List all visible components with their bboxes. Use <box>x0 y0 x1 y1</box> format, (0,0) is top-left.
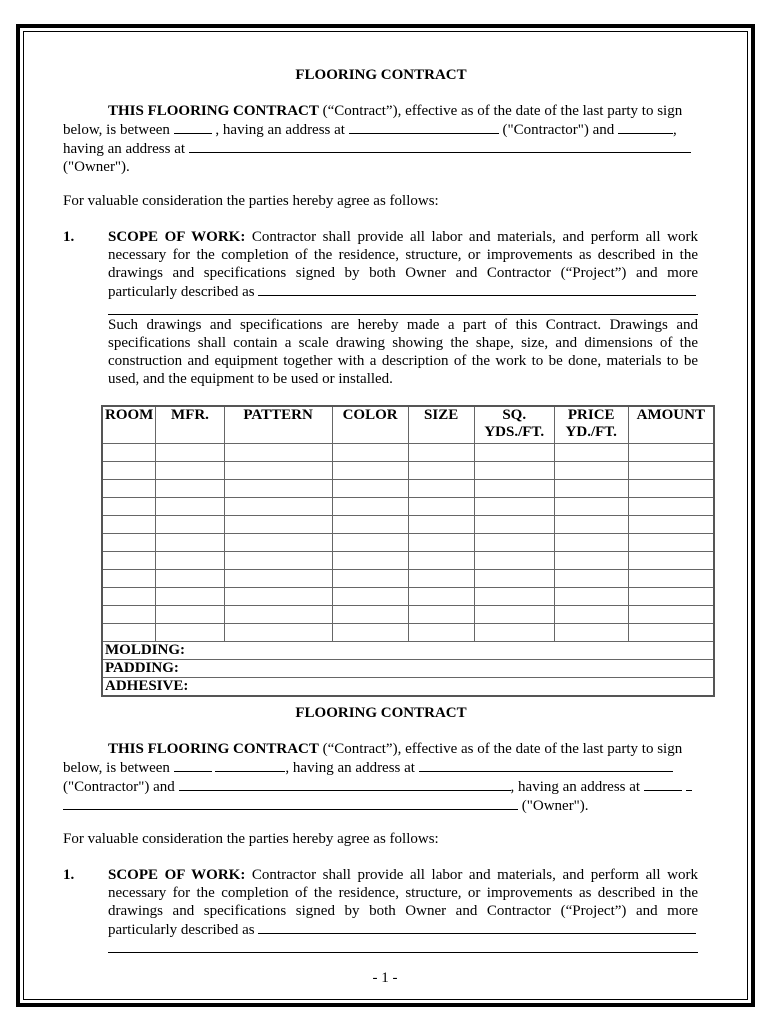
table-row <box>102 462 714 480</box>
column-header: PRICE YD./FT. <box>554 406 628 444</box>
table-row <box>102 516 714 534</box>
table-row <box>102 552 714 570</box>
table-cell[interactable] <box>102 444 156 462</box>
table-cell[interactable] <box>408 516 474 534</box>
column-header: PATTERN <box>224 406 332 444</box>
table-cell[interactable] <box>156 480 224 498</box>
table-cell[interactable] <box>628 444 714 462</box>
column-header: MFR. <box>156 406 224 444</box>
material-row <box>102 642 714 660</box>
table-cell[interactable] <box>474 480 554 498</box>
table-cell[interactable] <box>332 516 408 534</box>
table-cell[interactable] <box>156 552 224 570</box>
table-cell[interactable] <box>474 624 554 642</box>
table-cell[interactable] <box>102 588 156 606</box>
table-cell[interactable] <box>224 498 332 516</box>
material-label: PADDING: <box>102 660 714 678</box>
table-cell[interactable] <box>554 480 628 498</box>
table-cell[interactable] <box>156 606 224 624</box>
table-cell[interactable] <box>554 444 628 462</box>
table-row <box>102 444 714 462</box>
table-cell[interactable] <box>408 588 474 606</box>
table-cell[interactable] <box>554 588 628 606</box>
table-cell[interactable] <box>474 606 554 624</box>
material-row <box>102 660 714 678</box>
table-cell[interactable] <box>554 570 628 588</box>
section-number-2: 1. <box>63 867 75 883</box>
column-header: COLOR <box>332 406 408 444</box>
table-cell[interactable] <box>156 462 224 480</box>
table-cell[interactable] <box>156 534 224 552</box>
table-cell[interactable] <box>156 498 224 516</box>
table-cell[interactable] <box>474 498 554 516</box>
table-cell[interactable] <box>408 624 474 642</box>
material-label: MOLDING: <box>102 642 714 660</box>
table-cell[interactable] <box>408 606 474 624</box>
table-cell[interactable] <box>332 480 408 498</box>
table-cell[interactable] <box>408 552 474 570</box>
table-cell[interactable] <box>474 588 554 606</box>
material-label: ADHESIVE: <box>102 678 714 697</box>
table-cell[interactable] <box>474 534 554 552</box>
table-cell[interactable] <box>408 480 474 498</box>
table-cell[interactable] <box>156 588 224 606</box>
table-cell[interactable] <box>332 534 408 552</box>
table-cell[interactable] <box>102 624 156 642</box>
table-cell[interactable] <box>408 462 474 480</box>
table-cell[interactable] <box>474 552 554 570</box>
table-cell[interactable] <box>224 588 332 606</box>
table-cell[interactable] <box>224 534 332 552</box>
table-cell[interactable] <box>224 624 332 642</box>
table-cell[interactable] <box>156 444 224 462</box>
table-row <box>102 606 714 624</box>
document-title-2: FLOORING CONTRACT <box>295 705 467 721</box>
table-cell[interactable] <box>628 516 714 534</box>
table-cell[interactable] <box>102 480 156 498</box>
intro-paragraph-2: THIS FLOORING CONTRACT (“Contract”), effective as of the date of the last party to sign below, is between , having an address at ("Contractor") and , having an address at ("Owner"). <box>63 740 699 815</box>
table-cell[interactable] <box>102 570 156 588</box>
table-cell[interactable] <box>628 534 714 552</box>
intro-paragraph: THIS FLOORING CONTRACT (“Contract”), effective as of the date of the last party to sign below, is between , having an address at ("Contractor") and , having an address at ("Owner"). <box>63 102 699 176</box>
table-cell[interactable] <box>628 552 714 570</box>
table-cell[interactable] <box>332 624 408 642</box>
table-cell[interactable] <box>554 462 628 480</box>
table-cell[interactable] <box>628 624 714 642</box>
table-cell[interactable] <box>332 498 408 516</box>
table-cell[interactable] <box>554 534 628 552</box>
flooring-table <box>101 405 715 697</box>
table-cell[interactable] <box>554 498 628 516</box>
column-header: ROOM <box>102 406 156 444</box>
table-cell[interactable] <box>628 588 714 606</box>
table-cell[interactable] <box>224 606 332 624</box>
table-cell[interactable] <box>102 516 156 534</box>
document-title: FLOORING CONTRACT <box>295 67 467 83</box>
table-row <box>102 534 714 552</box>
table-cell[interactable] <box>628 480 714 498</box>
table-cell[interactable] <box>102 534 156 552</box>
scope-of-work: SCOPE OF WORK: Contractor shall provide all labor and materials, and perform all work necessary for the completion of the residence, structure, or improvements as described in the drawings and specifications signed by both Owner and Contractor (“Project”) and more particularly described as <box>108 228 698 320</box>
table-cell[interactable] <box>102 462 156 480</box>
column-header: SQ. YDS./FT. <box>474 406 554 444</box>
table-cell[interactable] <box>102 498 156 516</box>
table-cell[interactable] <box>474 444 554 462</box>
table-cell[interactable] <box>332 444 408 462</box>
table-cell[interactable] <box>332 570 408 588</box>
scope-paragraph-2: Such drawings and specifications are hereby made a part of this Contract. Drawings and specifications shall contain a scale drawing showing the shape, size, and dimensions of the construction and equipment together with a description of the work to be done, materials to be used, and the equipment to be used or installed. <box>108 317 698 387</box>
table-cell[interactable] <box>554 624 628 642</box>
table-row <box>102 480 714 498</box>
table-cell[interactable] <box>332 552 408 570</box>
table-cell[interactable] <box>628 498 714 516</box>
scope-of-work-2: SCOPE OF WORK: Contractor shall provide all labor and materials, and perform all work necessary for the completion of the residence, structure, or improvements as described in the drawings and specifications signed by both Owner and Contractor (“Project”) and more particularly described as <box>108 866 698 958</box>
table-cell[interactable] <box>156 624 224 642</box>
table-cell[interactable] <box>554 606 628 624</box>
table-cell[interactable] <box>408 534 474 552</box>
page-number: - 1 - <box>372 970 398 986</box>
material-row <box>102 678 714 697</box>
table-cell[interactable] <box>102 606 156 624</box>
column-header: SIZE <box>408 406 474 444</box>
table-cell[interactable] <box>474 570 554 588</box>
table-row <box>102 498 714 516</box>
table-cell[interactable] <box>628 462 714 480</box>
table-cell[interactable] <box>224 462 332 480</box>
table-cell[interactable] <box>332 606 408 624</box>
table-row <box>102 570 714 588</box>
table-cell[interactable] <box>474 516 554 534</box>
consideration-text-2: For valuable consideration the parties hereby agree as follows: <box>63 831 439 847</box>
table-cell[interactable] <box>408 570 474 588</box>
table-cell[interactable] <box>332 588 408 606</box>
table-cell[interactable] <box>628 606 714 624</box>
table-cell[interactable] <box>156 516 224 534</box>
table-cell[interactable] <box>408 444 474 462</box>
table-cell[interactable] <box>224 444 332 462</box>
table-cell[interactable] <box>156 570 224 588</box>
table-cell[interactable] <box>224 570 332 588</box>
table-cell[interactable] <box>224 552 332 570</box>
section-number: 1. <box>63 229 75 245</box>
table-cell[interactable] <box>332 462 408 480</box>
table-cell[interactable] <box>224 480 332 498</box>
table-cell[interactable] <box>408 498 474 516</box>
table-row <box>102 624 714 642</box>
table-cell[interactable] <box>554 516 628 534</box>
table-cell[interactable] <box>224 516 332 534</box>
table-row <box>102 588 714 606</box>
table-cell[interactable] <box>554 552 628 570</box>
column-header: AMOUNT <box>628 406 714 444</box>
table-cell[interactable] <box>102 552 156 570</box>
consideration-text: For valuable consideration the parties hereby agree as follows: <box>63 193 439 209</box>
table-cell[interactable] <box>474 462 554 480</box>
table-cell[interactable] <box>628 570 714 588</box>
